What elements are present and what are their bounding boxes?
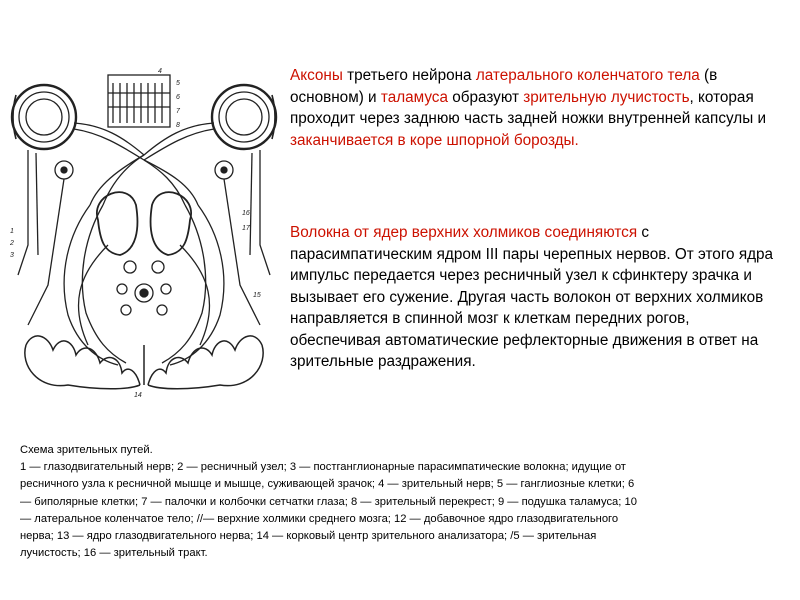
right-eyeball [212, 85, 276, 149]
caption-line: ресничного узла к ресничной мышце и мышце, суживающей зрачок; 4 — зрительный нерв; 5 — ганглиозные клетки; 6 [20, 478, 635, 491]
label-14: 14 [134, 392, 142, 399]
label-5: 5 [176, 80, 180, 87]
text-span: , которая проходит через заднюю часть задней ножки внутренней капсулы и [290, 88, 766, 127]
label-15: 15 [253, 292, 261, 299]
thalamus [97, 192, 191, 255]
left-eyeball [12, 85, 76, 149]
label-17: 17 [242, 225, 250, 232]
caption-line: — латеральное коленчатое тело; //— верхние холмики среднего мозга; 12 — добавочное ядро глазодвигательного [20, 512, 619, 525]
label-2: 2 [10, 240, 14, 247]
text-span: третьего нейрона [342, 67, 476, 84]
term-thalamus: таламуса [380, 88, 448, 106]
ganglia-nuclei [55, 161, 233, 315]
paragraph-visual-radiation [290, 65, 778, 151]
side-tracts [18, 150, 270, 275]
term-optic-radiation: зрительную лучистость [523, 88, 690, 106]
caption-title: Схема зрительных путей. [20, 444, 153, 456]
term-axons: Аксоны [290, 67, 343, 84]
figure-caption [20, 442, 780, 562]
label-8: 8 [176, 122, 180, 129]
label-7: 7 [176, 108, 180, 115]
paragraph-superior-colliculi [290, 222, 778, 373]
label-16: 16 [242, 210, 250, 217]
visual-pathways-diagram [8, 45, 280, 400]
optic-nerves-chiasm [74, 123, 214, 205]
text-span: (в основном) и [290, 67, 718, 106]
label-4: 4 [158, 68, 162, 75]
text-span: образуют [447, 88, 524, 106]
retina-inset [108, 75, 170, 127]
occipital-cortex [25, 336, 263, 389]
label-1: 1 [10, 228, 14, 235]
label-3: 3 [10, 252, 14, 259]
optic-radiation [28, 179, 260, 365]
term-calcarine-cortex: заканчивается в коре шпорной борозды. [290, 131, 579, 149]
term-colliculi-fibers: Волокна от ядер верхних холмиков соединяются [290, 224, 638, 241]
caption-line: лучистость; 16 — зрительный тракт. [20, 547, 208, 560]
caption-line: — биполярные клетки; 7 — палочки и колбочки сетчатки глаза; 8 — зрительный перекрест; 9 — подушка таламуса; 10 [20, 495, 637, 508]
label-6: 6 [176, 94, 180, 101]
text-span: с парасимпатическим ядром III пары черепных нервов. От этого ядра импульс передается через ресничный узел к сфинктеру зрачка и вызывает его сужение. Другая часть волокон от верхних холмиков направляется в спинной мозг к клеткам передних рогов, обеспечивая автоматические рефлекторные движения в ответ на зрительные раздражения. [290, 224, 774, 370]
term-lateral-geniculate: латерального коленчатого тела [475, 67, 700, 84]
caption-line: нерва; 13 — ядро глазодвигательного нерва; 14 — корковый центр зрительного анализатора; /5 — зрительная [20, 530, 597, 543]
caption-line: 1 — глазодвигательный нерв; 2 — ресничный узел; 3 — постганглионарные парасимпатические волокна; идущие от [20, 461, 626, 474]
